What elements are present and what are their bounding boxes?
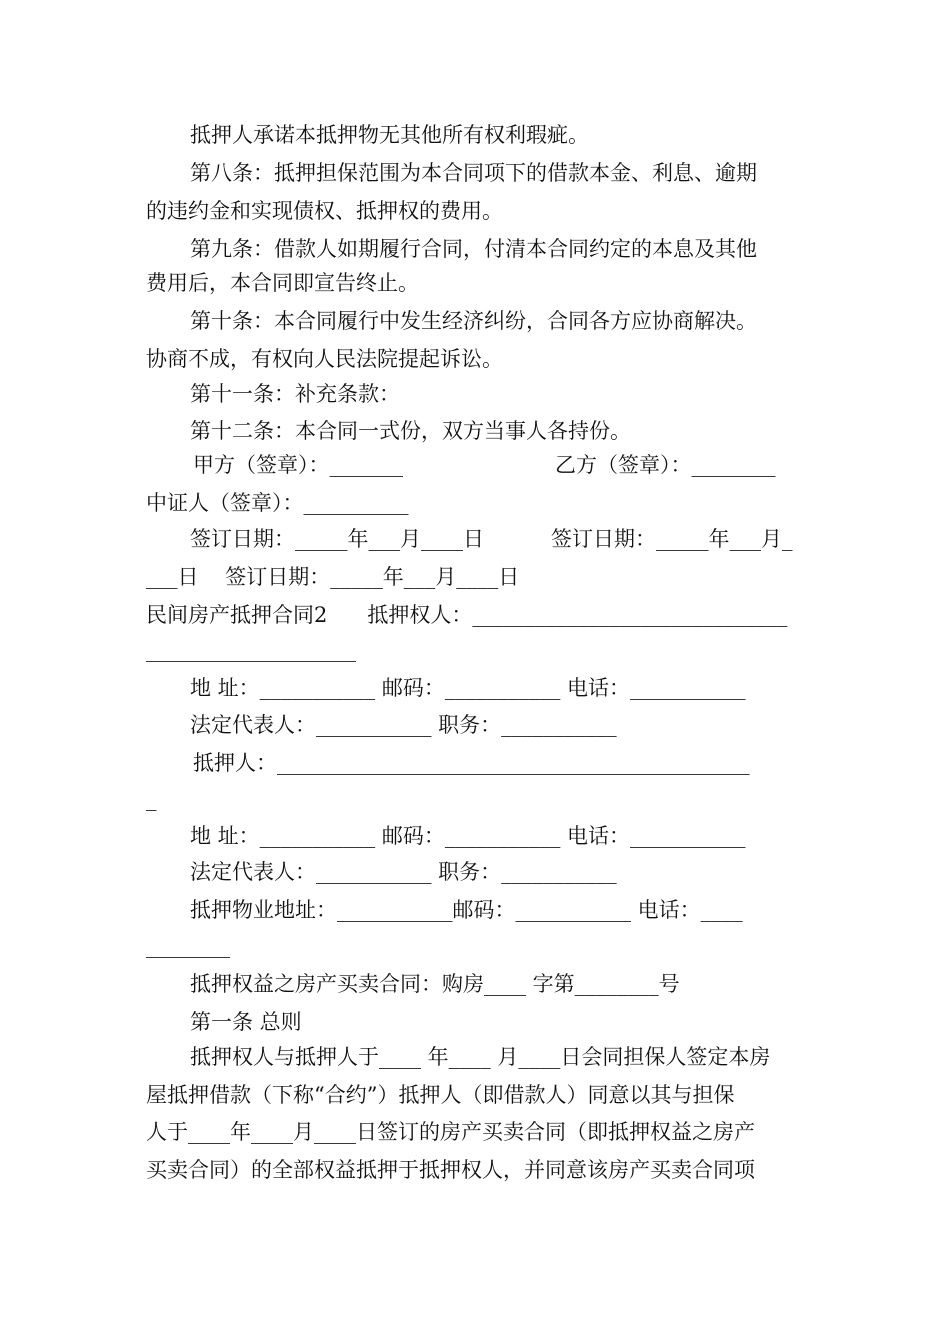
text-line: 地 址：___________ 邮码：___________ 电话：___________ [190,676,746,700]
signature-witness: 中证人（签章）：__________ [146,491,409,515]
text-line: 抵押权人与抵押人于____ 年____ 月____日会同担保人签定本房 [190,1045,771,1069]
signing-date: 签订日期：_____年___月_ [551,527,793,551]
text-line: ________ [146,934,230,958]
text-line: 第九条：借款人如期履行合同，付清本合同约定的本息及其他 [190,237,757,261]
text-line: 协商不成，有权向人民法院提起诉讼。 [146,347,503,371]
text-line: 人于____年____月____日签订的房产买卖合同（即抵押权益之房产 [146,1120,755,1144]
text-line: 地 址：___________ 邮码：___________ 电话：___________ [190,824,746,848]
text-line: 第八条：抵押担保范围为本合同项下的借款本金、利息、逾期 [190,161,757,185]
section-heading: 第一条 总则 [190,1010,302,1034]
signature-party-b: 乙方（签章）：________ [555,453,776,477]
text-line: 第十一条：补充条款： [190,382,400,406]
text-line: 法定代表人：___________ 职务：___________ [190,860,617,884]
signing-date: 签订日期：_____年___月____日 [190,527,484,551]
text-line: 费用后，本合同即宣告终止。 [146,271,419,295]
text-line: 的违约金和实现债权、抵押权的费用。 [146,199,503,223]
text-line: 抵押人：_____________________________________________ [193,751,750,775]
text-line: 第十条：本合同履行中发生经济纠纷，合同各方应协商解决。 [190,309,757,333]
text-line: 屋抵押借款（下称“合约”）抵押人（即借款人）同意以其与担保 [146,1083,735,1107]
text-line: _ [146,787,157,811]
text-line: 抵押物业地址：___________邮码：___________ 电话：____ [190,898,743,922]
signing-date: ___日 签订日期：_____年___月____日 [146,565,520,589]
text-line: 抵押人承诺本抵押物无其他所有权利瑕疵。 [190,123,589,147]
contract-title-line: 民间房产抵押合同2 抵押权人：______________________________ [146,603,788,627]
text-line: 第十二条：本合同一式份，双方当事人各持份。 [190,419,631,443]
text-line: ____________________ [146,638,356,662]
text-line: 法定代表人：___________ 职务：___________ [190,713,617,737]
signature-party-a: 甲方（签章）：_______ [193,453,403,477]
text-line: 买卖合同）的全部权益抵押于抵押权人，并同意该房产买卖合同项 [146,1158,755,1182]
text-line: 抵押权益之房产买卖合同：购房____ 字第________号 [190,972,680,996]
